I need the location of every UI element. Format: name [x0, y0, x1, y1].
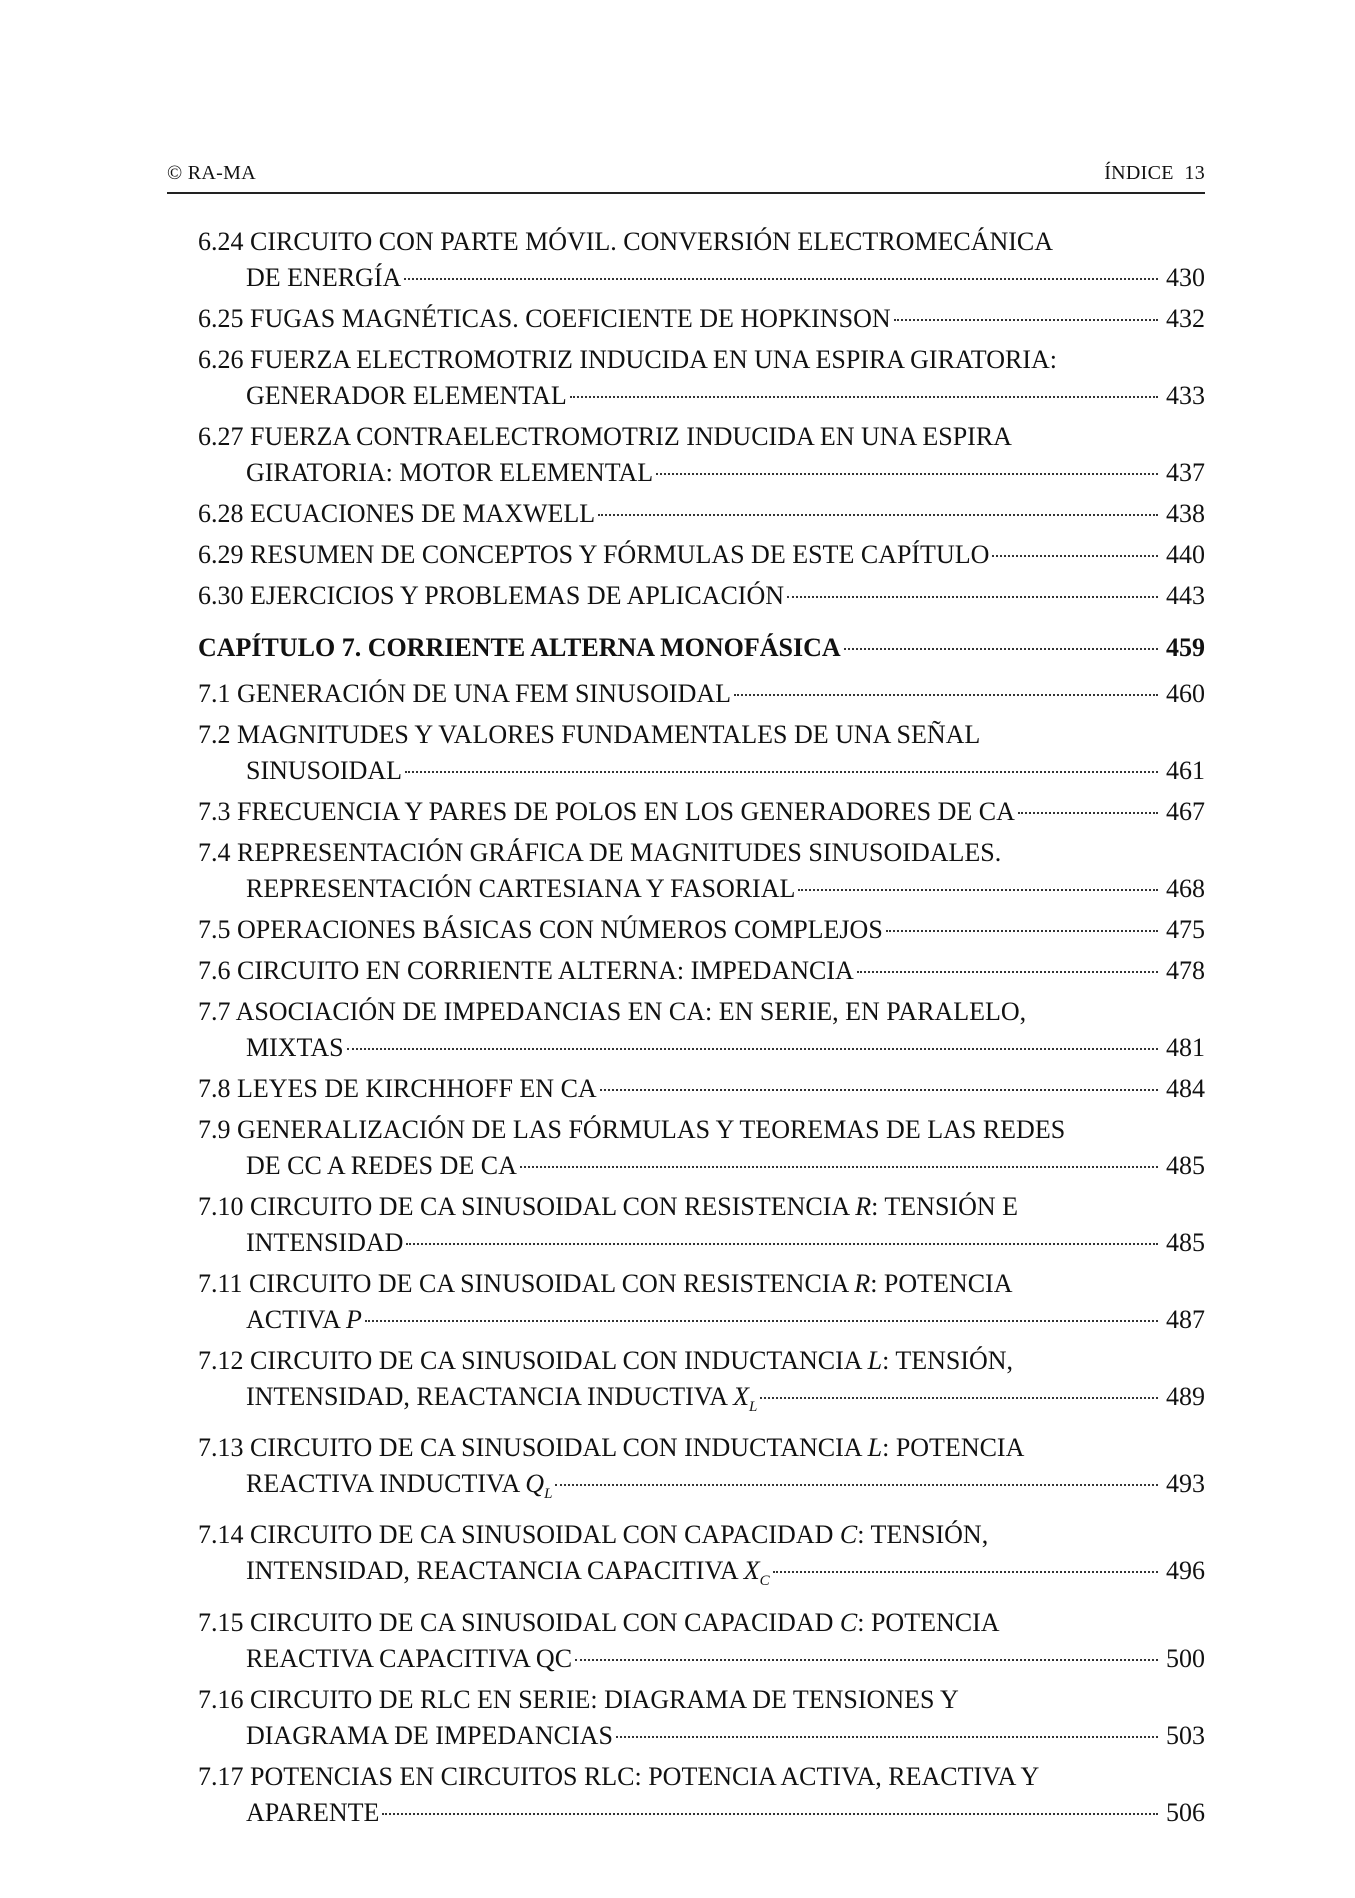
chapter-7-heading[interactable]	[167, 630, 1205, 666]
dot-leader	[405, 771, 1158, 773]
entry-page-number: 461	[1166, 756, 1205, 785]
toc-entry[interactable]	[167, 1682, 1205, 1754]
entry-page-number: 432	[1166, 304, 1205, 333]
entry-title-line: 7.14 CIRCUITO DE CA SINUSOIDAL CON CAPACIDAD C: TENSIÓN,	[198, 1520, 989, 1550]
toc-entry[interactable]	[167, 676, 1205, 712]
entry-page-number: 467	[1166, 797, 1205, 826]
entry-page-number: 503	[1166, 1720, 1205, 1750]
entry-title-line: 6.27 FUERZA CONTRAELECTROMOTRIZ INDUCIDA EN UNA ESPIRA	[198, 422, 1012, 451]
section-page-label	[1104, 162, 1205, 185]
toc-entry[interactable]	[167, 1189, 1205, 1261]
entry-title-line: 7.15 CIRCUITO DE CA SINUSOIDAL CON CAPACIDAD C: POTENCIA	[198, 1607, 1000, 1637]
entry-title-tail: 7.6 CIRCUITO EN CORRIENTE ALTERNA: IMPEDANCIA	[198, 956, 854, 985]
dot-leader	[404, 278, 1158, 280]
toc-entry[interactable]	[167, 1517, 1205, 1599]
running-header	[167, 162, 1205, 185]
entry-title-tail: DIAGRAMA DE IMPEDANCIAS	[246, 1720, 613, 1750]
toc-entry[interactable]	[167, 994, 1205, 1066]
entry-title-line: 7.16 CIRCUITO DE RLC EN SERIE: DIAGRAMA DE TENSIONES Y	[198, 1684, 959, 1714]
entry-title-tail: GIRATORIA: MOTOR ELEMENTAL	[246, 458, 654, 487]
dot-leader	[886, 930, 1158, 932]
chapter-title: CAPÍTULO 7. CORRIENTE ALTERNA MONOFÁSICA	[198, 633, 841, 662]
entry-title-line: 6.26 FUERZA ELECTROMOTRIZ INDUCIDA EN UNA ESPIRA GIRATORIA:	[198, 345, 1057, 374]
toc-entry[interactable]	[167, 342, 1205, 414]
entry-title-line: 7.7 ASOCIACIÓN DE IMPEDANCIAS EN CA: EN SERIE, EN PARALELO,	[198, 997, 1027, 1026]
entry-page-number: 489	[1166, 1382, 1205, 1411]
dot-leader	[992, 555, 1158, 557]
publisher-mark: © RA-MA	[167, 162, 256, 184]
entry-title-line: 7.2 MAGNITUDES Y VALORES FUNDAMENTALES DE UNA SEÑAL	[198, 720, 981, 749]
entry-title-tail: 7.8 LEYES DE KIRCHHOFF EN CA	[198, 1074, 597, 1103]
entry-title-tail: 7.3 FRECUENCIA Y PARES DE POLOS EN LOS GENERADORES DE CA	[198, 797, 1015, 826]
toc-entry[interactable]	[167, 794, 1205, 830]
dot-leader	[857, 971, 1158, 973]
toc-entry[interactable]	[167, 496, 1205, 532]
toc-entry[interactable]	[167, 953, 1205, 989]
dot-leader	[798, 889, 1158, 891]
dot-leader	[382, 1813, 1158, 1815]
entry-title-tail: MIXTAS	[246, 1033, 344, 1062]
dot-leader	[570, 396, 1158, 398]
entry-title-tail: 6.30 EJERCICIOS Y PROBLEMAS DE APLICACIÓN	[198, 581, 785, 610]
entry-page-number: 485	[1166, 1151, 1205, 1180]
dot-leader	[575, 1659, 1158, 1661]
entry-page-number: 440	[1166, 540, 1205, 569]
entry-page-number: 481	[1166, 1033, 1205, 1062]
entry-title-tail: REPRESENTACIÓN CARTESIANA Y FASORIAL	[246, 874, 796, 903]
dot-leader	[844, 648, 1158, 650]
toc-entry[interactable]	[167, 224, 1205, 296]
entry-page-number: 487	[1166, 1305, 1205, 1334]
table-of-contents	[167, 224, 1205, 1836]
chapter-page: 459	[1166, 633, 1205, 662]
toc-entry[interactable]	[167, 1071, 1205, 1107]
toc-entry[interactable]	[167, 1430, 1205, 1512]
entry-page-number: 485	[1166, 1228, 1205, 1257]
page-number: 13	[1184, 162, 1205, 184]
entry-title-tail: 7.1 GENERACIÓN DE UNA FEM SINUSOIDAL	[198, 679, 731, 708]
dot-leader	[787, 596, 1158, 598]
entry-title-tail: SINUSOIDAL	[246, 756, 402, 785]
toc-entry[interactable]	[167, 537, 1205, 573]
toc-entry[interactable]	[167, 717, 1205, 789]
dot-leader	[734, 694, 1158, 696]
entry-title-line: 7.10 CIRCUITO DE CA SINUSOIDAL CON RESISTENCIA R: TENSIÓN E	[198, 1192, 1019, 1221]
entry-title-line: 7.12 CIRCUITO DE CA SINUSOIDAL CON INDUCTANCIA L: TENSIÓN,	[198, 1346, 1014, 1375]
entry-page-number: 506	[1166, 1797, 1205, 1827]
dot-leader	[598, 514, 1158, 516]
dot-leader	[555, 1484, 1158, 1486]
entry-title-tail: INTENSIDAD, REACTANCIA INDUCTIVA $X_L$	[246, 1382, 758, 1416]
entry-title-line: 7.17 POTENCIAS EN CIRCUITOS RLC: POTENCIA ACTIVA, REACTIVA Y	[198, 1761, 1040, 1791]
dot-leader	[406, 1243, 1158, 1245]
entry-title-tail: 6.25 FUGAS MAGNÉTICAS. COEFICIENTE DE HOPKINSON	[198, 304, 891, 333]
entry-title-tail: REACTIVA INDUCTIVA $Q_L$	[246, 1469, 553, 1503]
toc-entry[interactable]	[167, 578, 1205, 614]
toc-entry[interactable]	[167, 912, 1205, 948]
entry-title-tail: REACTIVA CAPACITIVA QC	[246, 1643, 573, 1673]
entry-title-tail: DE ENERGÍA	[246, 263, 402, 292]
dot-leader	[894, 319, 1158, 321]
entry-title-tail: 7.5 OPERACIONES BÁSICAS CON NÚMEROS COMPLEJOS	[198, 915, 883, 944]
entry-title-line: 6.24 CIRCUITO CON PARTE MÓVIL. CONVERSIÓN ELECTROMECÁNICA	[198, 227, 1054, 256]
dot-leader	[365, 1320, 1158, 1322]
dot-leader	[773, 1571, 1158, 1573]
entry-page-number: 496	[1166, 1556, 1205, 1586]
entry-page-number: 430	[1166, 263, 1205, 292]
toc-entry[interactable]	[167, 835, 1205, 907]
header-rule	[167, 192, 1205, 194]
dot-leader	[656, 473, 1158, 475]
section-7-entries	[167, 676, 1205, 1831]
dot-leader	[760, 1397, 1158, 1399]
entry-page-number: 475	[1166, 915, 1205, 944]
entry-title-tail: INTENSIDAD, REACTANCIA CAPACITIVA $X_C$	[246, 1556, 770, 1590]
entry-page-number: 460	[1166, 679, 1205, 708]
entry-title-line: 7.13 CIRCUITO DE CA SINUSOIDAL CON INDUCTANCIA L: POTENCIA	[198, 1433, 1025, 1463]
dot-leader	[347, 1048, 1158, 1050]
entry-title-tail: INTENSIDAD	[246, 1228, 404, 1257]
entry-page-number: 433	[1166, 381, 1205, 410]
toc-entry[interactable]	[167, 1112, 1205, 1184]
toc-entry[interactable]	[167, 301, 1205, 337]
entry-page-number: 438	[1166, 499, 1205, 528]
toc-entry[interactable]	[167, 419, 1205, 491]
dot-leader	[520, 1166, 1158, 1168]
entry-page-number: 443	[1166, 581, 1205, 610]
toc-entry[interactable]	[167, 1266, 1205, 1338]
entry-title-tail: ACTIVA P	[246, 1305, 362, 1334]
entry-title-line: 7.4 REPRESENTACIÓN GRÁFICA DE MAGNITUDES SINUSOIDALES.	[198, 838, 1002, 867]
entry-page-number: 493	[1166, 1469, 1205, 1499]
entry-page-number: 500	[1166, 1643, 1205, 1673]
toc-entry[interactable]	[167, 1343, 1205, 1425]
toc-entry[interactable]	[167, 1605, 1205, 1677]
entry-title-line: 7.11 CIRCUITO DE CA SINUSOIDAL CON RESISTENCIA R: POTENCIA	[198, 1269, 1013, 1298]
entry-page-number: 437	[1166, 458, 1205, 487]
entry-title-tail: 6.29 RESUMEN DE CONCEPTOS Y FÓRMULAS DE ESTE CAPÍTULO	[198, 540, 990, 569]
entry-title-tail: GENERADOR ELEMENTAL	[246, 381, 567, 410]
toc-entry[interactable]	[167, 1759, 1205, 1831]
entry-page-number: 484	[1166, 1074, 1205, 1103]
entry-page-number: 478	[1166, 956, 1205, 985]
dot-leader	[1018, 812, 1158, 814]
entry-title-tail: APARENTE	[246, 1797, 380, 1827]
section-6-entries	[167, 224, 1205, 614]
dot-leader	[616, 1736, 1158, 1738]
entry-title-line: 7.9 GENERALIZACIÓN DE LAS FÓRMULAS Y TEOREMAS DE LAS REDES	[198, 1115, 1066, 1144]
section-label: ÍNDICE	[1104, 162, 1174, 184]
entry-title-tail: 6.28 ECUACIONES DE MAXWELL	[198, 499, 596, 528]
dot-leader	[600, 1089, 1158, 1091]
entry-page-number: 468	[1166, 874, 1205, 903]
entry-title-tail: DE CC A REDES DE CA	[246, 1151, 517, 1180]
